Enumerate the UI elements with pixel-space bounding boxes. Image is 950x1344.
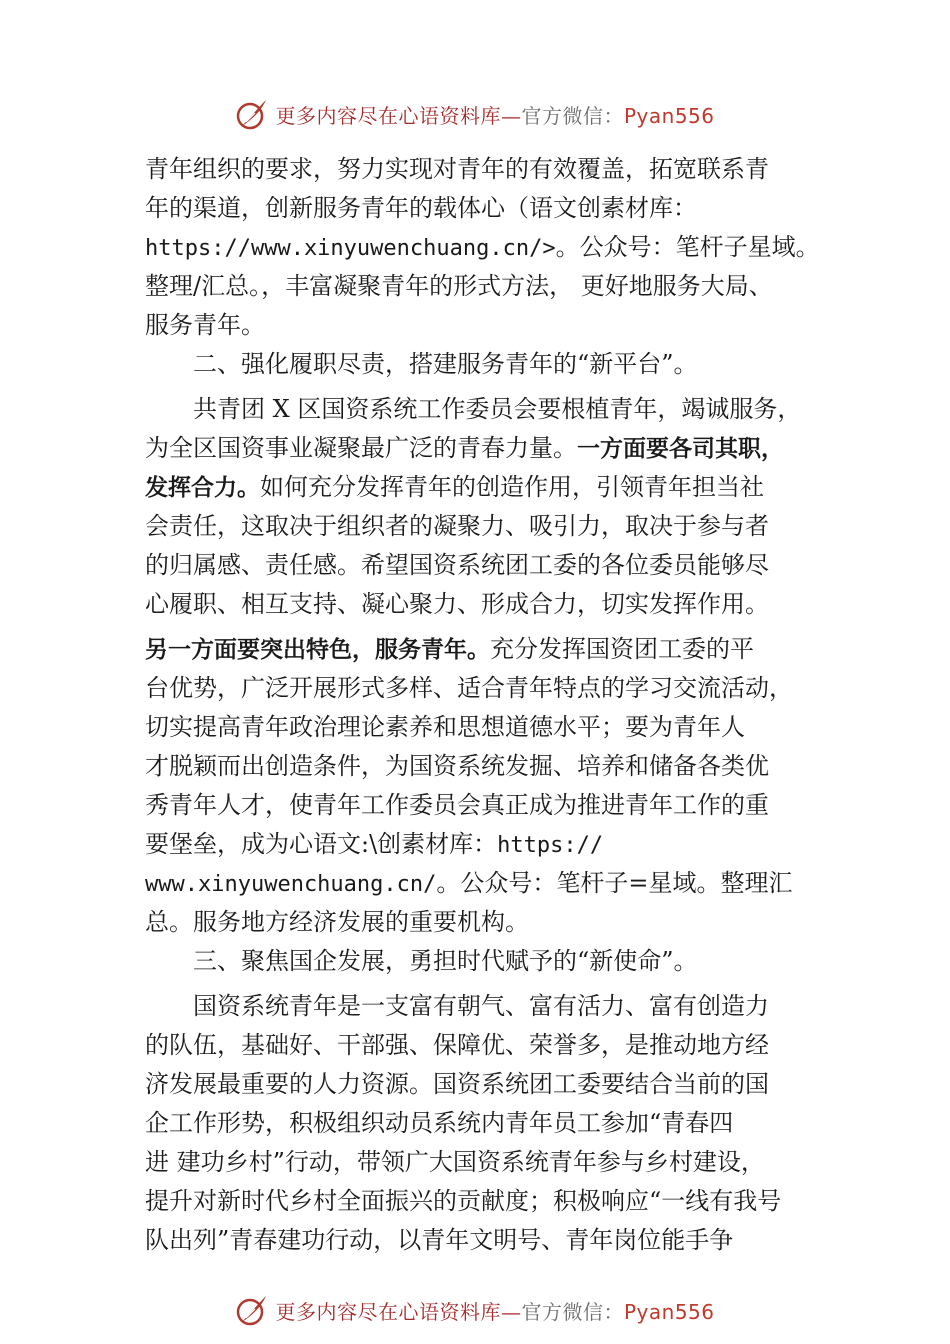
text-segment: 。公众号：笔杆子星域。 [555, 233, 820, 261]
text-line: 提升对新时代乡村全面振兴的贡献度；积极响应“一线有我号 [145, 1187, 782, 1215]
document-body [145, 150, 825, 1260]
text-line [145, 864, 825, 903]
text-line: 年的渠道，创新服务青年的载体心（语文创素材库： [145, 194, 697, 222]
banner-text [275, 1296, 714, 1325]
text-line: 济发展最重要的人力资源。国资系统团工委要结合当前的国 [145, 1070, 769, 1098]
banner-text [275, 100, 714, 129]
text-segment: 要堡垒，成为心语文:\创素材库： [145, 830, 498, 858]
footer-banner [0, 1290, 950, 1330]
bold-emphasis: 另一方面要突出特色，服务青年。 [145, 637, 490, 663]
text-line: 的归属感、责任感。希望国资系统团工委的各位委员能够尽 [145, 551, 769, 579]
text-line: 的队伍，基础好、干部强、保障优、荣誉多，是推动地方经 [145, 1031, 769, 1059]
wechat-id: Pyan556 [623, 1299, 715, 1324]
text-line: 队出列”青春建功行动，以青年文明号、青年岗位能手争 [145, 1226, 734, 1254]
section-heading-3: 三、聚焦国企发展，勇担时代赋予的“新使命”。 [193, 947, 698, 975]
text-line: 秀青年人才，使青年工作委员会真正成为推进青年工作的重 [145, 791, 769, 819]
banner-title: 更多内容尽在心语资料库 [275, 1299, 501, 1324]
banner-dash: — [500, 103, 522, 128]
url-text: https:// [497, 833, 604, 858]
quill-logo-icon [235, 97, 269, 131]
text-line: 服务青年。 [145, 311, 265, 339]
bold-emphasis: 一方面要各司其职， [577, 436, 784, 462]
bold-emphasis: 发挥合力。 [145, 475, 260, 501]
text-line [145, 228, 825, 267]
text-line: 切实提高青年政治理论素养和思想道德水平；要为青年人 [145, 713, 745, 741]
text-line: 会责任，这取决于组织者的凝聚力、吸引力，取决于参与者 [145, 512, 769, 540]
text-line [145, 468, 825, 507]
text-line: 企工作形势，积极组织动员系统内青年员工参加“青春四 [145, 1109, 734, 1137]
text-segment: 如何充分发挥青年的创造作用，引领青年担当社 [260, 473, 764, 501]
text-line: 台优势，广泛开展形式多样、适合青年特点的学习交流活动， [145, 674, 793, 702]
text-line: 整理/汇总。，丰富凝聚青年的形式方法， 更好地服务大局、 [145, 272, 773, 300]
wechat-label: 官方微信： [521, 1299, 624, 1324]
text-line: 心履职、相互支持、凝心聚力、形成合力，切实发挥作用。 [145, 590, 769, 618]
quill-logo-icon [235, 1293, 269, 1327]
header-banner [0, 94, 950, 134]
text-segment: 充分发挥国资团工委的平 [490, 635, 754, 663]
wechat-label: 官方微信： [521, 103, 624, 128]
section-heading-2: 二、强化履职尽责，搭建服务青年的“新平台”。 [193, 350, 698, 378]
url-text: https://www.xinyuwenchuang.cn/> [145, 236, 556, 261]
text-line: 进 建功乡村”行动，带领广大国资系统青年参与乡村建设， [145, 1148, 765, 1176]
banner-title: 更多内容尽在心语资料库 [275, 103, 501, 128]
text-line: 国资系统青年是一支富有朝气、富有活力、富有创造力 [193, 992, 769, 1020]
text-line: 才脱颖而出创造条件，为国资系统发掘、培养和储备各类优 [145, 752, 769, 780]
text-segment: 。公众号：笔杆子=星域。整理汇 [436, 869, 793, 897]
text-line [145, 825, 825, 864]
text-line: 共青团 X 区国资系统工作委员会要根植青年，竭诚服务， [193, 395, 802, 423]
text-line: 总。服务地方经济发展的重要机构。 [145, 908, 529, 936]
text-line [145, 630, 825, 669]
banner-dash: — [500, 1299, 522, 1324]
text-line: 青年组织的要求，努力实现对青年的有效覆盖，拓宽联系青 [145, 155, 769, 183]
text-line [145, 429, 825, 468]
url-text: www.xinyuwenchuang.cn/ [145, 872, 437, 897]
wechat-id: Pyan556 [623, 103, 715, 128]
text-segment: 为全区国资事业凝聚最广泛的青春力量。 [145, 434, 577, 462]
